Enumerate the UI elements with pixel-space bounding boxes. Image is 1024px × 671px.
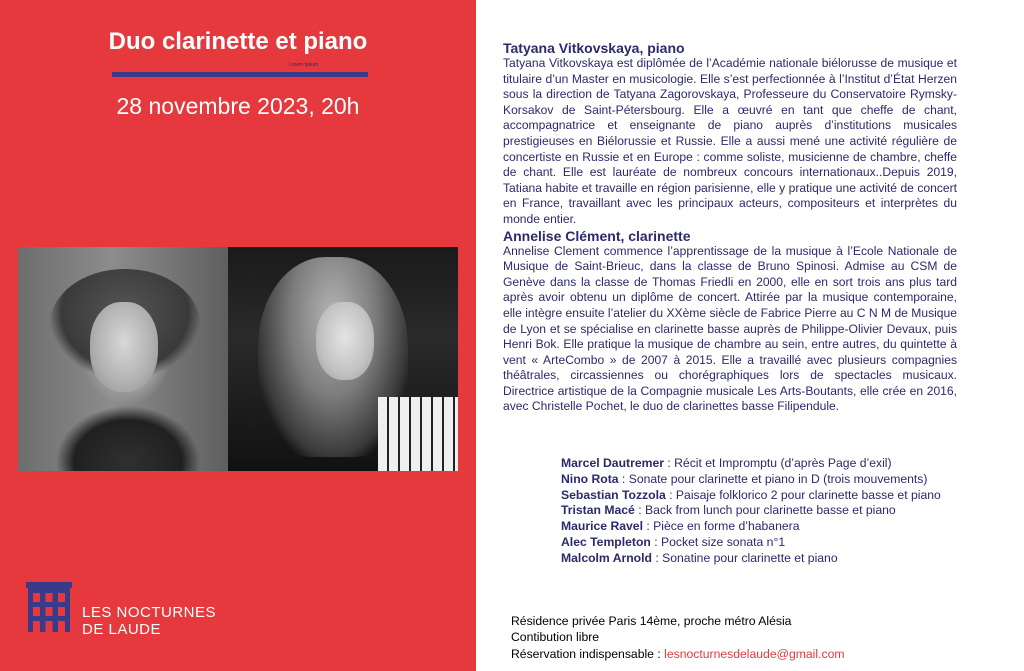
event-date: 28 novembre 2023, 20h — [116, 93, 360, 119]
composer: Sebastian Tozzola — [561, 487, 666, 502]
work: : Pocket size sonata n°1 — [650, 534, 786, 549]
program-item — [561, 519, 1001, 535]
photo-pianist — [18, 247, 228, 471]
logo-text — [82, 604, 216, 638]
work: : Paisaje folklorico 2 pour clarinette basse et piano — [665, 487, 941, 502]
composer: Nino Rota — [561, 471, 619, 486]
biographies — [503, 40, 957, 415]
work: : Sonatine pour clarinette et piano — [651, 550, 838, 565]
event-title: Duo clarinette et piano — [108, 28, 368, 55]
composer: Malcolm Arnold — [561, 550, 652, 565]
program-item — [561, 488, 1001, 504]
practical-info — [511, 613, 991, 662]
composer: Marcel Dautremer — [561, 456, 664, 470]
reservation — [511, 646, 991, 662]
composer: Alec Templeton — [561, 534, 651, 549]
program-list — [561, 456, 1001, 567]
performer-clarinetist — [503, 228, 957, 416]
performer-name: Tatyana Vitkovskaya, piano — [503, 40, 685, 56]
work: : Récit et Impromptu (d’après Page d’exil) — [663, 456, 892, 470]
performer-bio: Annelise Clement commence l’apprentissage de la musique à l’Ecole Nationale de Musique de Saint-Brieuc, dans la classe de Bruno Spinosi. Admise au CSM de Genève dans la classe de Thomas Friedli en 2000, elle en sort trois ans plus tard après avoir obtenu un diplôme de concert. Attirée par la musique contemporaine, elle intègre ensuite l’atelier du XXème siècle de Fabrice Pierre au C N M de Musique de Lyon et se spécialise en clarinette basse auprès de Philippe-Olivier Devaux, puis Henri Bok. Elle pratique la musique de chambre au sein, entre autres, du quintette à vent « ArteCombo » de 2007 à 2015. Elle a travaillé avec plusieurs compagnies théâtrales, circassiennes ou chorégraphiques lors de spectacles musicaux. Directrice artistique de la Compagnie musicale Les Arts-Boutants, elle crée en 2016, avec Christelle Pochet, le duo de clarinettes basse Filipendule. — [503, 243, 957, 414]
reservation-label: Réservation indispensable : — [511, 646, 665, 661]
logo-line-2: DE LAUDE — [82, 621, 162, 638]
performer-pianist — [503, 40, 957, 228]
program-item — [561, 551, 1001, 567]
work: : Sonate pour clarinette et piano in D (trois mouvements) — [618, 471, 928, 486]
program-item — [561, 535, 1001, 551]
work: : Back from lunch pour clarinette basse et piano — [634, 503, 896, 518]
performer-bio: Tatyana Vitkovskaya est diplômée de l’Académie nationale biélorusse de musique et titulaire d’un Master en musicologie. Elle s’est perfectionnée à l’Institut d’État Herzen sous la direction de Tatyana Zagorovskaya, Professeure du Conservatoire Rymsky-Korsakov de Saint-Pétersbourg. Elle a œuvré en tant que cheffe de chant, accompagnatrice et enseignante de piano auprès d’institutions musicales prestigieuses en Biélorussie et Russie. Elle a aussi mené une activité régulière de concertiste en Russie et en Europe : comme soliste, musicienne de chambre, cheffe de chant. Elle est lauréate de nombreux concours internationaux..Depuis 2019, Tatiana habite et travaille en région parisienne, elle y pratique une activité de concert en France, travaillant avec les principaux acteurs, compositeurs et interprètes du monde entier. — [503, 56, 957, 226]
program-item — [561, 456, 1001, 472]
work: : Pièce en forme d’habanera — [642, 519, 800, 534]
lorem-caption: Lorem Ipsum — [289, 62, 319, 68]
location: Résidence privée Paris 14ème, proche métro Alésia — [511, 614, 792, 628]
logo — [24, 578, 216, 638]
photo-clarinetist — [228, 247, 458, 471]
program-item — [561, 503, 1001, 519]
contribution: Contibution libre — [511, 630, 600, 645]
performer-photos — [18, 247, 458, 471]
program-item — [561, 472, 1001, 488]
performer-name: Annelise Clément, clarinette — [503, 227, 691, 244]
composer: Maurice Ravel — [561, 519, 643, 534]
logo-line-1: LES NOCTURNES — [82, 604, 217, 621]
left-panel — [0, 0, 476, 671]
house-logo-icon — [24, 578, 74, 634]
piano-keys — [378, 397, 458, 471]
title-underline — [112, 72, 368, 77]
composer: Tristan Macé — [561, 503, 635, 518]
email-link[interactable]: lesnocturnesdelaude@gmail.com — [664, 646, 845, 661]
